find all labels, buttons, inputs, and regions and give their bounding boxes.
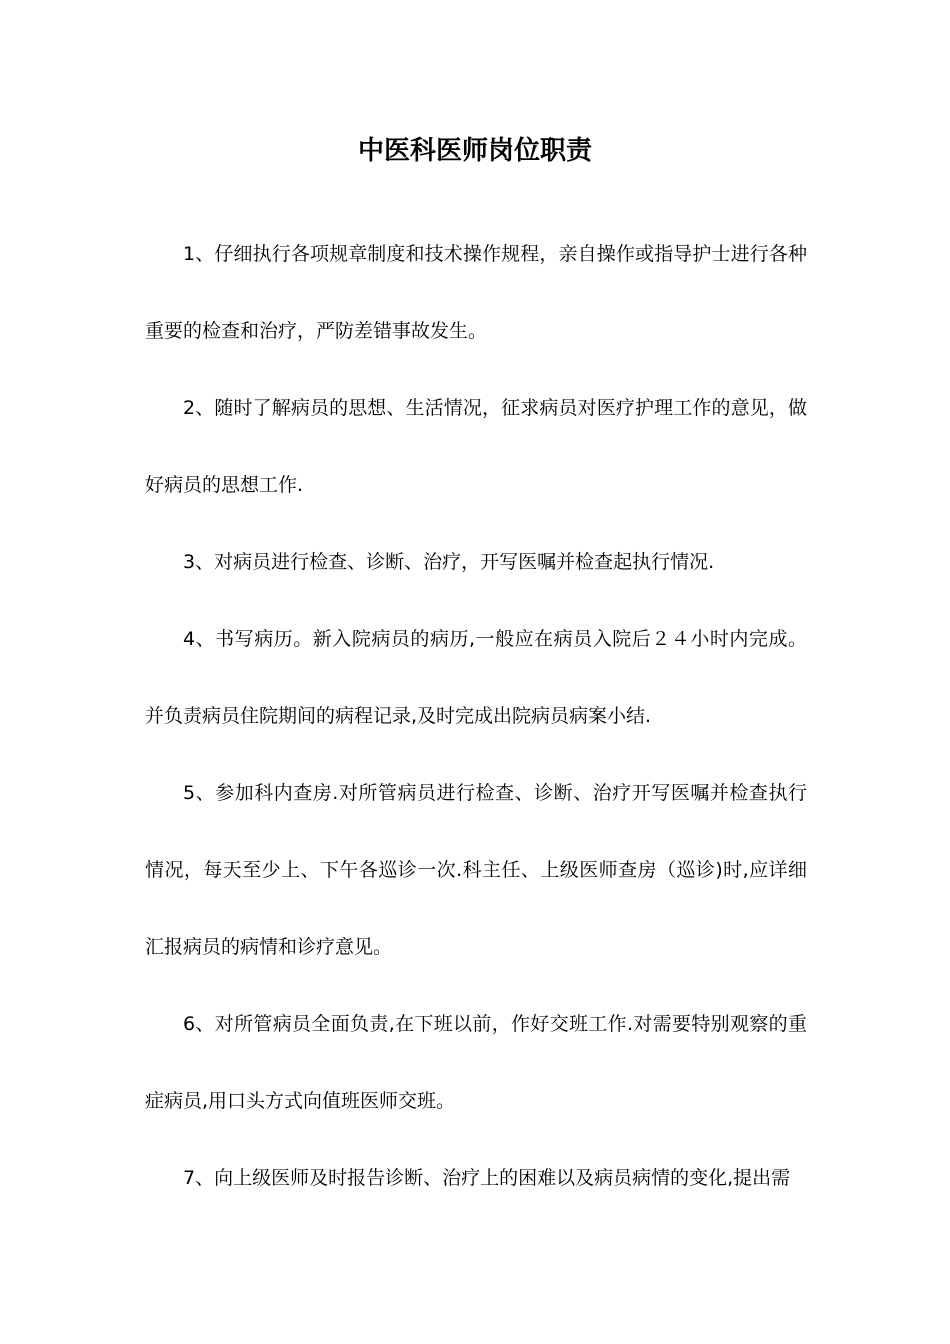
paragraph-6: 6、对所管病员全面负责,在下班以前，作好交班工作.对需要特别观察的重症病员,用口头方式向值班医师交班。 <box>145 1013 807 1112</box>
document-body <box>145 216 807 1217</box>
paragraph-3: 3、对病员进行检查、诊断、治疗，开写医嘱并检查起执行情况. <box>183 551 715 573</box>
paragraph-7: 7、向上级医师及时报告诊断、治疗上的困难以及病员病情的变化,提出需 <box>183 1167 791 1189</box>
paragraph-5: 5、参加科内查房.对所管病员进行检查、诊断、治疗开写医嘱并检查执行情况，每天至少上、下午各巡诊一次.科主任、上级医师查房（巡诊)时,应详细汇报病员的病情和诊疗意见。 <box>145 782 807 958</box>
paragraph-1: 1、仔细执行各项规章制度和技术操作规程，亲自操作或指导护士进行各种重要的检查和治疗，严防差错事故发生。 <box>145 243 807 342</box>
paragraph-2: 2、随时了解病员的思想、生活情况，征求病员对医疗护理工作的意见，做好病员的思想工作. <box>145 397 807 496</box>
document-title: 中医科医师岗位职责 <box>357 136 592 166</box>
paragraph-4: 4、书写病历。新入院病员的病历,一般应在病员入院后２４小时内完成。并负责病员住院期间的病程记录,及时完成出院病员病案小结. <box>145 628 807 727</box>
